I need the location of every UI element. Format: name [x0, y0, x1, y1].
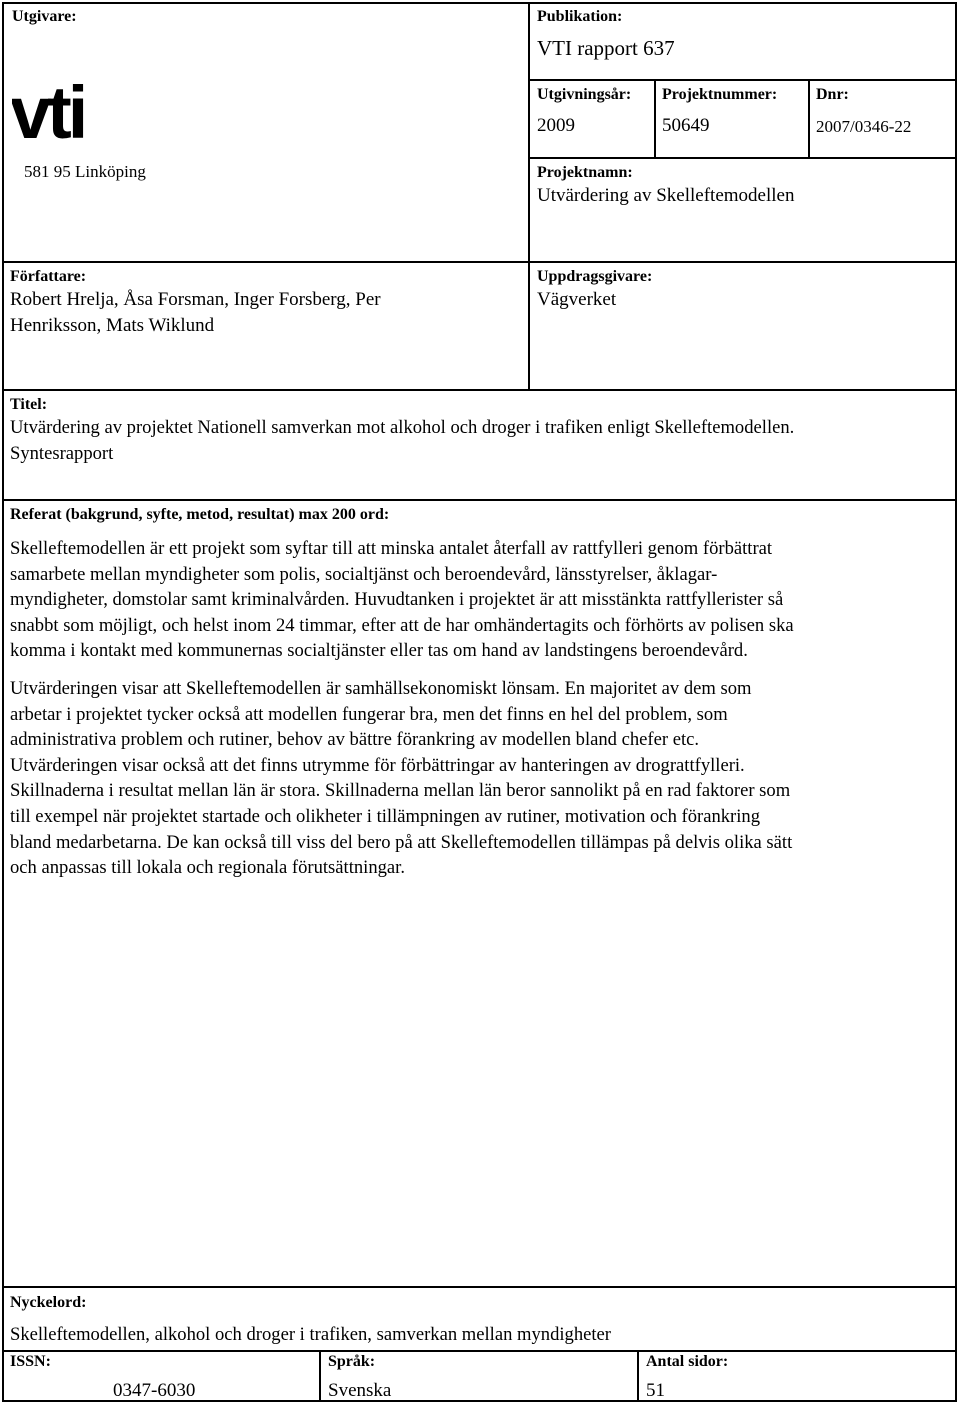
- abstract-line: Utvärderingen visar att Skelleftemodellen är samhällsekonomiskt lönsam. En majoritet av dem som: [10, 678, 752, 699]
- client-label: Uppdragsgivare:: [537, 268, 653, 285]
- abstract-line: komma i kontakt med kommunernas socialtjänster eller tas om hand av landstingens beroendevård.: [10, 640, 748, 662]
- issn-value: 0347-6030: [113, 1380, 196, 1401]
- vti-logo: [12, 84, 102, 147]
- project-name-value: Utvärdering av Skelleftemodellen: [537, 185, 795, 206]
- title-line: Syntesrapport: [10, 443, 114, 464]
- authors-line: Henriksson, Mats Wiklund: [10, 315, 215, 336]
- abstract-line: myndigheter, domstolar samt kriminalvården. Huvudtanken i projektet är att misstänkta rattfyllerister så: [10, 589, 784, 611]
- divider: [2, 1350, 957, 1352]
- year-value: 2009: [537, 115, 575, 136]
- project-number-value: 50649: [662, 115, 710, 136]
- divider: [529, 157, 957, 159]
- abstract-line: Utvärderingen visar också att det finns utrymme för förbättringar av hanteringen av drograttfylleri.: [10, 754, 745, 776]
- abstract-line: till exempel när projektet startade och olikheter i tillämpningen av rutiner, motivation och förankring: [10, 805, 761, 827]
- publication-label: Publikation:: [537, 8, 623, 25]
- issn-label: ISSN:: [10, 1353, 51, 1370]
- abstract-line: bland medarbetarna. De kan också till viss del bero på att Skelleftemodellen tillämpas på delvis olika sätt: [10, 831, 793, 853]
- publisher-address: 581 95 Linköping: [24, 162, 146, 181]
- abstract-line: Skillnaderna i resultat mellan län är stora. Skillnaderna mellan län beror sannolikt på en rad faktorer som: [10, 780, 791, 802]
- divider: [528, 2, 530, 390]
- divider: [2, 389, 957, 391]
- title-line: Utvärdering av projektet Nationell samverkan mot alkohol och droger i trafiken enligt Skelleftemodellen.: [10, 417, 795, 438]
- year-label: Utgivningsår:: [537, 86, 632, 103]
- language-label: Språk:: [328, 1353, 376, 1370]
- publication-value: VTI rapport 637: [537, 36, 675, 60]
- divider: [654, 80, 656, 158]
- keywords-value: Skelleftemodellen, alkohol och droger i trafiken, samverkan mellan myndigheter: [10, 1324, 612, 1345]
- title-label: Titel:: [10, 396, 48, 413]
- project-number-label: Projektnummer:: [662, 86, 778, 103]
- dnr-value: 2007/0346-22: [816, 117, 912, 136]
- project-name-label: Projektnamn:: [537, 164, 633, 181]
- publisher-label: Utgivare:: [12, 8, 77, 25]
- pages-label: Antal sidor:: [646, 1353, 729, 1370]
- divider: [2, 1286, 957, 1288]
- divider: [2, 499, 957, 501]
- divider: [2, 261, 957, 263]
- divider: [319, 1351, 321, 1402]
- authors-label: Författare:: [10, 268, 87, 285]
- abstract-label: Referat (bakgrund, syfte, metod, resultat) max 200 ord:: [10, 506, 390, 523]
- pages-value: 51: [646, 1380, 665, 1401]
- abstract-line: och anpassas till lokala och regionala förutsättningar.: [10, 857, 405, 879]
- abstract-line: arbetar i projektet tycker också att modellen fungerar bra, men det finns en hel del problem, som: [10, 703, 728, 725]
- abstract-line: administrativa problem och rutiner, behov av bättre förankring av modellen bland chefer etc.: [10, 729, 700, 751]
- abstract-line: samarbete mellan myndigheter som polis, socialtjänst och beroendevård, länsstyrelser, åklagar-: [10, 563, 718, 585]
- abstract-paragraph-1: [10, 536, 955, 664]
- keywords-label: Nyckelord:: [10, 1294, 87, 1311]
- divider: [529, 79, 957, 81]
- divider: [637, 1351, 639, 1402]
- abstract-line: snabbt som möjligt, och helst inom 24 timmar, efter att de har omhändertagits och förhörts av polisen ska: [10, 614, 794, 636]
- client-value: Vägverket: [537, 289, 617, 310]
- divider: [808, 80, 810, 158]
- dnr-label: Dnr:: [816, 86, 849, 103]
- vti-logo-text: vti: [12, 84, 85, 142]
- abstract-paragraph-2: [10, 676, 955, 881]
- language-value: Svenska: [328, 1380, 392, 1401]
- authors-line: Robert Hrelja, Åsa Forsman, Inger Forsberg, Per: [10, 289, 381, 310]
- abstract-line: Skelleftemodellen är ett projekt som syftar till att minska antalet återfall av rattfylleri genom förbättrat: [10, 538, 773, 559]
